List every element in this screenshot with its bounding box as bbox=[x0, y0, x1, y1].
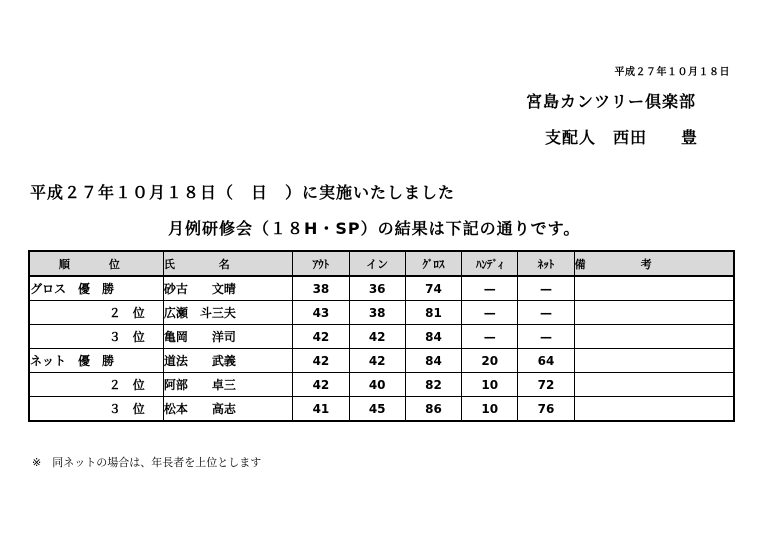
gross-score: 82 bbox=[405, 373, 461, 397]
player-name: 砂古 文晴 bbox=[163, 276, 292, 301]
out-score: 42 bbox=[293, 373, 349, 397]
col-header-note: 備 考 bbox=[574, 251, 734, 276]
club-name: 宮島カンツリー倶楽部 bbox=[526, 92, 697, 111]
footnote: ※ 同ネットの場合は、年長者を上位とします bbox=[32, 456, 262, 469]
rank-cell: ２ 位 bbox=[29, 301, 163, 325]
note-cell bbox=[574, 301, 734, 325]
handicap-value: — bbox=[462, 301, 518, 325]
gross-score: 84 bbox=[405, 349, 461, 373]
table-row bbox=[29, 397, 734, 422]
rank-cell: ３ 位 bbox=[29, 325, 163, 349]
net-score: 72 bbox=[518, 373, 574, 397]
handicap-value: 20 bbox=[462, 349, 518, 373]
in-score: 38 bbox=[349, 301, 405, 325]
in-score: 36 bbox=[349, 276, 405, 301]
net-score: 64 bbox=[518, 349, 574, 373]
in-score: 45 bbox=[349, 397, 405, 422]
rank-cell: ネット 優 勝 bbox=[29, 349, 163, 373]
document-date: 平成２７年１０月１８日 bbox=[614, 67, 730, 78]
in-score: 42 bbox=[349, 349, 405, 373]
col-header-name: 氏 名 bbox=[163, 251, 292, 276]
out-score: 42 bbox=[293, 349, 349, 373]
player-name: 道法 武義 bbox=[163, 349, 292, 373]
rank-cell: ３ 位 bbox=[29, 397, 163, 422]
rank-cell: グロス 優 勝 bbox=[29, 276, 163, 301]
in-score: 42 bbox=[349, 325, 405, 349]
handicap-value: — bbox=[462, 325, 518, 349]
net-score: — bbox=[518, 325, 574, 349]
rank-cell: ２ 位 bbox=[29, 373, 163, 397]
player-name: 亀岡 洋司 bbox=[163, 325, 292, 349]
handicap-value: 10 bbox=[462, 373, 518, 397]
player-name: 阿部 卓三 bbox=[163, 373, 292, 397]
out-score: 38 bbox=[293, 276, 349, 301]
gross-score: 74 bbox=[405, 276, 461, 301]
col-header-in: イン bbox=[349, 251, 405, 276]
out-score: 41 bbox=[293, 397, 349, 422]
player-name: 広瀬 斗三夫 bbox=[163, 301, 292, 325]
table-row bbox=[29, 349, 734, 373]
table-header-row bbox=[29, 251, 734, 276]
note-cell bbox=[574, 397, 734, 422]
out-score: 43 bbox=[293, 301, 349, 325]
table-row bbox=[29, 373, 734, 397]
table-row bbox=[29, 276, 734, 301]
net-score: — bbox=[518, 276, 574, 301]
player-name: 松本 高志 bbox=[163, 397, 292, 422]
note-cell bbox=[574, 276, 734, 301]
handicap-value: — bbox=[462, 276, 518, 301]
col-header-gross: ｸﾞﾛｽ bbox=[405, 251, 461, 276]
col-header-net: ﾈｯﾄ bbox=[518, 251, 574, 276]
table-row bbox=[29, 301, 734, 325]
out-score: 42 bbox=[293, 325, 349, 349]
note-cell bbox=[574, 325, 734, 349]
col-header-handicap: ﾊﾝﾃﾞｨ bbox=[462, 251, 518, 276]
col-header-out: ｱｳﾄ bbox=[293, 251, 349, 276]
manager-name: 支配人 西田 豊 bbox=[545, 128, 699, 147]
results-table bbox=[28, 250, 735, 422]
handicap-value: 10 bbox=[462, 397, 518, 422]
intro-line-1: 平成２７年１０月１８日（ 日 ）に実施いたしました bbox=[30, 183, 456, 202]
table-row bbox=[29, 325, 734, 349]
gross-score: 84 bbox=[405, 325, 461, 349]
net-score: — bbox=[518, 301, 574, 325]
col-header-rank: 順 位 bbox=[29, 251, 163, 276]
note-cell bbox=[574, 373, 734, 397]
note-cell bbox=[574, 349, 734, 373]
gross-score: 86 bbox=[405, 397, 461, 422]
gross-score: 81 bbox=[405, 301, 461, 325]
net-score: 76 bbox=[518, 397, 574, 422]
in-score: 40 bbox=[349, 373, 405, 397]
intro-line-2: 月例研修会（１８H・SP）の結果は下記の通りです。 bbox=[168, 219, 581, 238]
